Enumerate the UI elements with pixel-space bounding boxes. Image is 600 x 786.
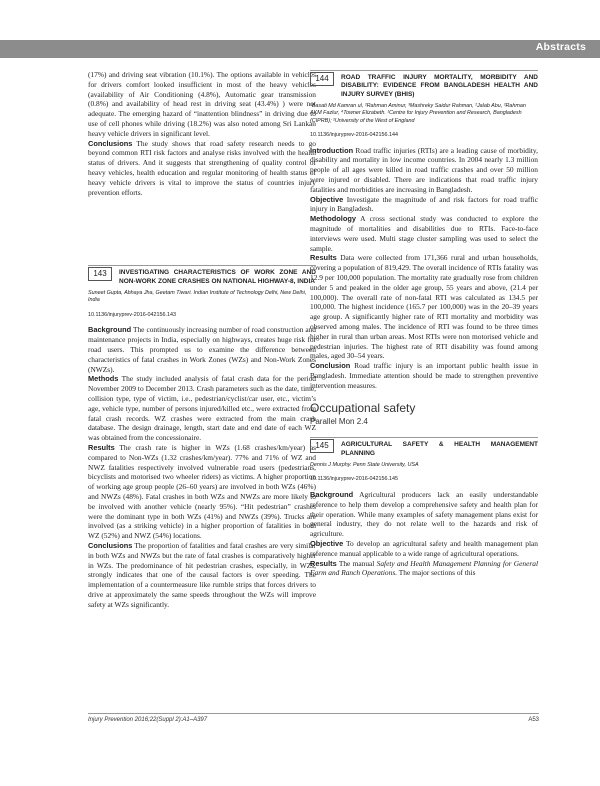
abstract-authors: Suneet Gupta, Abhaya Jha, Geetam Tiwari. Indian Institute of Technology Delhi, New Delhi, India <box>88 290 307 304</box>
footer-citation: Injury Prevention 2016;22(Suppl 2):A1–A397 <box>88 717 208 723</box>
paragraph: (17%) and driving seat vibration (10.1%). The options available in vehicles for drivers comfort looked insufficient in most of the heavy vehicles (availability of Air Conditioning (4.8%), Automatic gear transmission (0.8%) and availability of head rest in driving seat (43.4%) ) were not adequate. The emerging hazard of “inattention blindness” in driving due to use of cell phones while driving (18.2%) was also noted among Sri Lankan heavy vehicle drivers in significant level. <box>88 70 316 138</box>
paragraph: Results The manual Safety and Health Management Planning for General Farm and Ranch Operations. The major sections of this <box>310 558 539 578</box>
paragraph: Introduction Road traffic injuries (RTIs) are a leading cause of morbidity, disability and mortality in low income countries. In 2004 nearly 1.3 million people of all ages were killed in road traffic crashes and over 50 million were injured or disabled. There are indications that road traffic injury fatalities and morbidities are increasing in Bangladesh. <box>310 145 538 194</box>
abstract-authors: Dennis J Murphy. Penn State University, USA <box>310 461 419 468</box>
header-bar <box>0 40 600 58</box>
paragraph: Background Agricultural producers lack an easily understandable reference to help them develop a comprehensive safety and health plan for their operation. While many examples of safety management plans exist for general industry, they do not relate well to the hazards and risk of agriculture. <box>310 489 538 539</box>
abstract-doi[interactable]: 10.1136/injuryprev-2016-042156.144 <box>310 131 399 138</box>
abstract-title: AGRICULTURAL SAFETY & HEALTH MANAGEMENT PLANNING <box>341 441 538 457</box>
paragraph: Background The continuously increasing number of road construction and maintenance projects in India, especially on highways, creates huge risk for road users. This prompted us to examine the difference between characteristics of fatal crashes in Work Zones (WZs) and Non-Work Zones (NWZs). <box>88 325 316 374</box>
abstract-header-145 <box>310 437 538 458</box>
paragraph: Methods The study included analysis of fatal crash data for the period November 2009 to December 2013. Crash parameters such as the date, time, collision type, type of victim, i.e., pedestrian/cyclist/car user, etc., victim’s age, vehicle type, number of persons injured/killed etc., were extracted from fatal crash records. WZ crashes were extracted from the main crash database. The design drainage, length, start date and end date of each WZ was obtained from the concessionaire. <box>88 374 316 443</box>
header-title: Abstracts <box>535 41 586 53</box>
section-title: Occupational safety <box>310 400 416 415</box>
page-number: A53 <box>528 717 539 723</box>
page-footer <box>88 713 539 723</box>
abstract-title: INVESTIGATING CHARACTERISTICS OF WORK ZONE AND NON-WORK ZONE CRASHES ON NATIONAL HIGHWAY-8, INDIA <box>119 269 316 285</box>
paragraph: Conclusion Road traffic injury is an important public health issue in Bangladesh. Immediate attention should be made to strengthen preventive intervention measures. <box>310 361 538 390</box>
paragraph: Objective To develop an agricultural safety and health management plan reference manual applicable to a wide range of agricultural operations. <box>310 538 538 558</box>
abstract-title: ROAD TRAFFIC INJURY MORTALITY, MORBIDITY AND DISABILITY: EVIDENCE FROM BANGLADESH HEALTH AND INJURY SURVEY (BHIS) <box>341 74 538 98</box>
abstract-authors: ¹Basati Md Kamran ul, ²Rahman Aminur, ³Mashreky Saidur Rahman, ²Jalab Abu, ²Rahman AKM Fazlur, ⁴Towner Elizabeth. ¹Centre for Injury Prevention and Research, Bangladesh (CIPRB); ²University of the West of England <box>310 103 526 124</box>
abstract-header-144 <box>310 70 538 99</box>
abstract-header-143 <box>88 265 316 286</box>
abstract-number: 144 <box>310 72 334 86</box>
paragraph: Results Data were collected from 171,366 rural and urban households, covering a population of 819,429. The overall incidence of RTIs fatality was 12.9 per 100,000 population. The mortality rate gradually rose from children under 5 and peaked in the older age group, 55 years and above, (21.4 per 100,000). The overall rate of non-fatal RTI was calculated as 134.5 per 100,000. The highest incidence (165.7 per 100,000) was in the 20–39 years age group. A significantly higher rate of RTI mortality and morbidity was observed among males. The incidence of RTI was found to be three times higher in rural than urban areas. Most RTIs were non motorised vehicle and pedestrian injuries. The highest rate of RTI disability was found among males, aged 30–54 years. <box>310 253 538 361</box>
session-label: Parallel Mon 2.4 <box>310 417 368 427</box>
abstract-doi[interactable]: 10.1136/injuryprev-2016-042156.145 <box>310 476 399 483</box>
left-column <box>88 70 316 609</box>
right-column <box>310 70 538 578</box>
paragraph: Objective Investigate the magnitude of and risk factors for road traffic injury in Bangladesh. <box>310 194 538 214</box>
abstract-doi[interactable]: 10.1136/injuryprev-2016-042156.143 <box>88 311 177 318</box>
abstract-number: 143 <box>88 267 112 281</box>
abstract-number: 145 <box>310 439 334 453</box>
paragraph: Conclusions The study shows that road safety research needs to go beyond common RTI risk factors and analyse risks involved with the health status of drivers. And it suggests that strengthening of quality control of heavy vehicles, health education and regular monitoring of health status of heavy vehicle drivers is vital to improve the status of countries injury prevention efforts. <box>88 138 316 197</box>
paragraph: Conclusions The proportion of fatalities and fatal crashes are very similar in both WZs and NWZs but the rate of fatal crashes is comparatively higher in WZs. The predominance of hit pedestrian crashes, especially, in WZs, strongly indicates that one of the causal factors is over speeding. The implementation of a countermeasure like rumble strips that forces drivers to drive at approximately the same speeds throughout the WZs will improve safety at WZs significantly. <box>88 540 316 609</box>
paragraph: Results The crash rate is higher in WZs (1.68 crashes/km/year) as compared to Non-WZs (1.32 crashes/km/year). 77% and 71% of WZ and NWZ fatalities respectively involved vulnerable road users (pedestrians, bicyclists and motorised two wheeler riders) as victims. A higher proportion of working age group people (26–60 years) are involved in both WZs (46%) and NWZs (48%). Fatal crashes in both WZs and NWZs are more likely to be involved with another vehicle (nearly 95%). “Hit pedestrian” crashes were the dominant type in both WZs (41%) and NWZs (39%). Trucks are involved (as a striking vehicle) in a higher proportion of fatalities in both WZ (52%) and NWZ (54%) locations. <box>88 442 316 541</box>
paragraph: Methodology A cross sectional study was conducted to explore the magnitude of mortalities and disabilities due to RTIs. Face-to-face interviews were used. Multi stage cluster sampling was used to select the sample. <box>310 214 538 253</box>
